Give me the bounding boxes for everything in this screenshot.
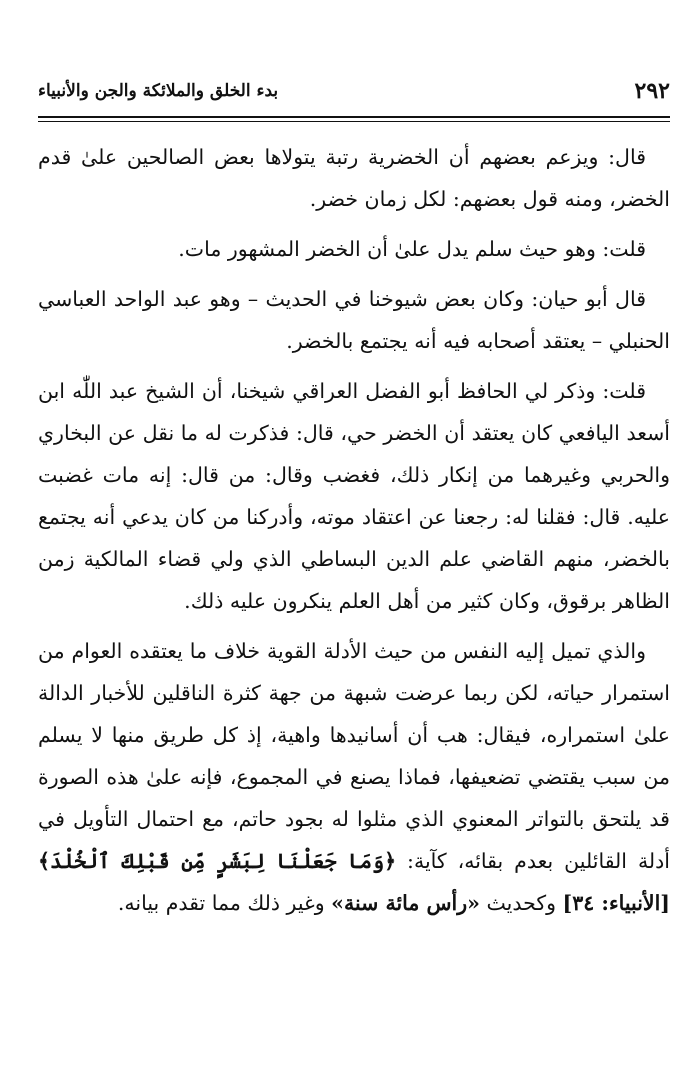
paragraph-3: قال أبو حيان: وكان بعض شيوخنا في الحديث – وهو عبد الواحد العباسي الحنبلي – يعتقد أصحابه فيه أنه يجتمع بالخضر. xyxy=(38,287,670,353)
header-rule-thick xyxy=(38,116,670,118)
page-header xyxy=(38,76,670,106)
paragraph-5 xyxy=(38,630,670,924)
body-text xyxy=(38,136,670,932)
paragraph-1: قال: ويزعم بعضهم أن الخضرية رتبة يتولاها بعض الصالحين علىٰ قدم الخضر، ومنه قول بعضهم: لكل زمان خضر. xyxy=(38,145,670,211)
paragraph-4: قلت: وذكر لي الحافظ أبو الفضل العراقي شيخنا، أن الشيخ عبد اللّٰه ابن أسعد اليافعي كان يعتقد أن الخضر حي، قال: فذكرت له ما نقل عن البخاري والحربي وغيرهما من إنكار ذلك، فغضب وقال: من قال: إنه مات غضبت عليه. قال: فقلنا له: رجعنا عن اعتقاد موته، وأدركنا من كان يدعي أنه يجتمع بالخضر، منهم القاضي علم الدين البساطي الذي ولي قضاء المالكية زمن الظاهر برقوق، وكان كثير من أهل العلم ينكرون عليه ذلك. xyxy=(38,379,670,613)
running-title: بدء الخلق والملائكة والجن والأنبياء xyxy=(38,81,279,101)
paragraph-5-text-after: وغير ذلك مما تقدم بيانه. xyxy=(117,891,332,915)
header-rule-thin xyxy=(38,121,670,122)
page-number: ٢٩٢ xyxy=(634,78,670,104)
hadith-title: «رأس مائة سنة» xyxy=(331,891,480,915)
paragraph-5-text-middle: وكحديث xyxy=(479,891,563,915)
quran-citation: [الأنبياء: ٣٤] xyxy=(562,891,670,915)
paragraph-5-text-before: والذي تميل إليه النفس من حيث الأدلة القوية خلاف ما يعتقده العوام من استمرار حياته، لكن ربما عرضت شبهة من جهة كثرة الناقلين للأخبار الدالة علىٰ استمراره، فيقال: هب أن أسانيدها واهية، إذ كل طريق منها لا يسلم من سبب يقتضي تضعيفها، فماذا يصنع في المجموع، فإنه علىٰ هذه الصورة قد يلتحق بالتواتر المعنوي الذي مثلوا له بجود حاتم، مع احتمال التأويل في أدلة القائلين بعدم بقائه، كآية: xyxy=(38,639,671,873)
book-page xyxy=(38,0,670,1091)
quran-verse: ﴿وَمَا جَعَلْنَا لِبَشَرٍ مِّن قَبْلِكَ ٱلْخُلْدَ﴾ xyxy=(38,849,397,873)
paragraph-2: قلت: وهو حيث سلم يدل علىٰ أن الخضر المشهور مات. xyxy=(178,237,646,261)
